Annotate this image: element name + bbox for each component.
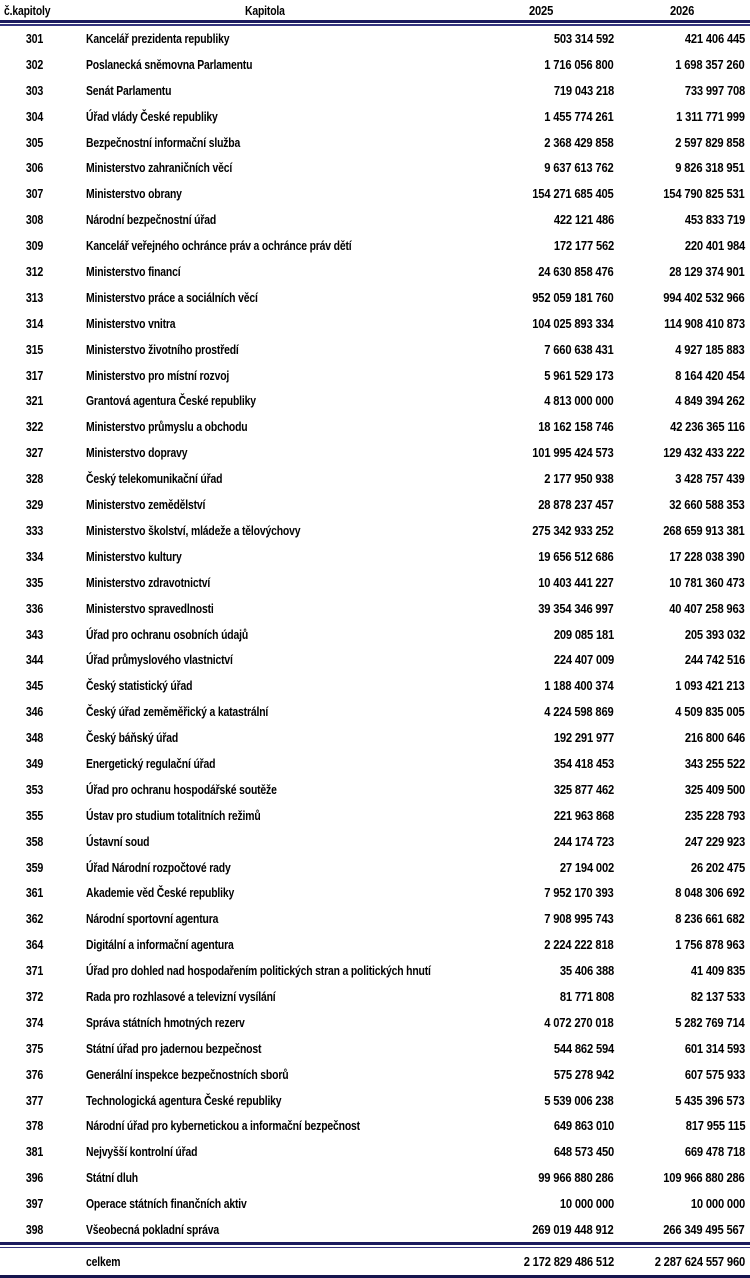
chapter-number-cell: 353 <box>26 781 44 797</box>
chapter-number-cell: 333 <box>26 522 44 538</box>
chapter-number-cell: 307 <box>26 186 44 202</box>
chapter-number-cell: 355 <box>26 807 44 823</box>
amount-2025-cell: 101 995 424 573 <box>532 445 614 461</box>
chapter-name-cell: Ústavní soud <box>86 833 150 849</box>
table-row <box>0 26 750 52</box>
chapter-name-cell: Ministerstvo pro místní rozvoj <box>86 367 230 383</box>
table-header-row <box>0 0 750 20</box>
amount-2025-cell: 275 342 933 252 <box>532 522 614 538</box>
chapter-number-cell: 375 <box>26 1040 44 1056</box>
total-2026-value: 2 287 624 557 960 <box>654 1254 745 1270</box>
chapter-number-cell: 302 <box>26 56 44 72</box>
amount-2026-cell: 266 349 495 567 <box>663 1221 745 1237</box>
amount-2026-cell: 1 698 357 260 <box>675 56 745 72</box>
amount-2026-cell: 1 311 771 999 <box>676 108 745 124</box>
table-row <box>0 802 750 828</box>
amount-2025-cell: 649 863 010 <box>553 1118 614 1134</box>
table-row <box>0 1061 750 1087</box>
chapter-number-cell: 303 <box>26 82 44 98</box>
chapter-name-cell: Úřad pro dohled nad hospodařením politických stran a politických hnutí <box>86 963 431 979</box>
amount-2026-cell: 216 800 646 <box>684 730 745 746</box>
chapter-name-cell: Ministerstvo financí <box>86 264 181 280</box>
amount-2026-cell: 10 781 360 473 <box>669 574 745 590</box>
chapter-number-cell: 321 <box>26 393 44 409</box>
table-row <box>0 932 750 958</box>
chapter-number-cell: 358 <box>26 833 44 849</box>
amount-2025-cell: 154 271 685 405 <box>532 186 614 202</box>
chapter-number-cell: 344 <box>26 652 44 668</box>
header-year-2025: 2025 <box>529 3 554 18</box>
amount-2025-cell: 4 224 598 869 <box>544 704 614 720</box>
chapter-name-cell: Český statistický úřad <box>86 678 193 694</box>
chapter-name-cell: Poslanecká sněmovna Parlamentu <box>86 56 253 72</box>
chapter-name-cell: Národní sportovní agentura <box>86 911 219 927</box>
amount-2025-cell: 5 539 006 238 <box>544 1092 614 1108</box>
amount-2025-cell: 2 224 222 818 <box>544 937 614 953</box>
amount-2026-cell: 4 927 185 883 <box>675 341 745 357</box>
amount-2026-cell: 268 659 913 381 <box>663 522 745 538</box>
chapter-number-cell: 377 <box>26 1092 44 1108</box>
table-row <box>0 233 750 259</box>
amount-2025-cell: 325 877 462 <box>553 781 614 797</box>
table-row <box>0 259 750 285</box>
amount-2026-cell: 5 435 396 573 <box>675 1092 745 1108</box>
chapter-number-cell: 364 <box>26 937 44 953</box>
amount-2025-cell: 1 188 400 374 <box>544 678 614 694</box>
amount-2025-cell: 2 177 950 938 <box>544 471 614 487</box>
table-row <box>0 647 750 673</box>
amount-2026-cell: 17 228 038 390 <box>669 548 745 564</box>
amount-2025-cell: 952 059 181 760 <box>532 289 614 305</box>
amount-2025-cell: 244 174 723 <box>553 833 614 849</box>
chapter-name-cell: Nejvyšší kontrolní úřad <box>86 1144 198 1160</box>
chapter-number-cell: 312 <box>26 264 44 280</box>
amount-2025-cell: 5 961 529 173 <box>544 367 614 383</box>
amount-2025-cell: 39 354 346 997 <box>538 600 614 616</box>
chapter-name-cell: Operace státních finančních aktiv <box>86 1196 247 1212</box>
header-chapter-number: č.kapitoly <box>4 3 51 18</box>
chapter-number-cell: 398 <box>26 1221 44 1237</box>
chapter-number-cell: 372 <box>26 988 44 1004</box>
table-row <box>0 362 750 388</box>
amount-2025-cell: 28 878 237 457 <box>538 497 614 513</box>
amount-2025-cell: 35 406 388 <box>559 963 614 979</box>
amount-2026-cell: 41 409 835 <box>690 963 745 979</box>
amount-2026-cell: 28 129 374 901 <box>669 264 745 280</box>
table-row <box>0 1165 750 1191</box>
amount-2025-cell: 1 455 774 261 <box>544 108 614 124</box>
chapter-name-cell: Kancelář veřejného ochránce práv a ochránce práv dětí <box>86 238 352 254</box>
chapter-number-cell: 301 <box>26 31 44 47</box>
amount-2026-cell: 994 402 532 966 <box>663 289 745 305</box>
table-row <box>0 181 750 207</box>
amount-2025-cell: 19 656 512 686 <box>538 548 614 564</box>
chapter-name-cell: Český úřad zeměměřický a katastrální <box>86 704 269 720</box>
amount-2025-cell: 7 952 170 393 <box>544 885 614 901</box>
chapter-name-cell: Generální inspekce bezpečnostních sborů <box>86 1066 289 1082</box>
chapter-number-cell: 304 <box>26 108 44 124</box>
amount-2025-cell: 81 771 808 <box>559 988 614 1004</box>
table-row <box>0 906 750 932</box>
chapter-number-cell: 309 <box>26 238 44 254</box>
chapter-name-cell: Ministerstvo zemědělství <box>86 497 206 513</box>
amount-2025-cell: 172 177 562 <box>553 238 614 254</box>
amount-2026-cell: 9 826 318 951 <box>675 160 745 176</box>
chapter-number-cell: 308 <box>26 212 44 228</box>
amount-2025-cell: 4 813 000 000 <box>544 393 614 409</box>
amount-2025-cell: 24 630 858 476 <box>538 264 614 280</box>
amount-2025-cell: 10 000 000 <box>559 1196 614 1212</box>
chapter-name-cell: Správa státních hmotných rezerv <box>86 1014 245 1030</box>
chapter-number-cell: 335 <box>26 574 44 590</box>
amount-2026-cell: 733 997 708 <box>684 82 745 98</box>
chapter-name-cell: Úřad Národní rozpočtové rady <box>86 859 231 875</box>
chapter-number-cell: 378 <box>26 1118 44 1134</box>
chapter-number-cell: 306 <box>26 160 44 176</box>
amount-2026-cell: 205 393 032 <box>684 626 745 642</box>
table-row <box>0 1217 750 1243</box>
chapter-name-cell: Český telekomunikační úřad <box>86 471 223 487</box>
amount-2026-cell: 343 255 522 <box>684 755 745 771</box>
chapter-name-cell: Úřad pro ochranu hospodářské soutěže <box>86 781 277 797</box>
table-row <box>0 543 750 569</box>
amount-2025-cell: 575 278 942 <box>553 1066 614 1082</box>
amount-2025-cell: 18 162 158 746 <box>538 419 614 435</box>
amount-2026-cell: 42 236 365 116 <box>670 419 745 435</box>
amount-2026-cell: 5 282 769 714 <box>675 1014 745 1030</box>
table-row <box>0 129 750 155</box>
chapter-name-cell: Senát Parlamentu <box>86 82 172 98</box>
amount-2025-cell: 99 966 880 286 <box>538 1170 614 1186</box>
chapter-name-cell: Akademie věd České republiky <box>86 885 235 901</box>
chapter-number-cell: 334 <box>26 548 44 564</box>
amount-2026-cell: 10 000 000 <box>690 1196 745 1212</box>
chapter-number-cell: 359 <box>26 859 44 875</box>
chapter-number-cell: 349 <box>26 755 44 771</box>
chapter-name-cell: Ministerstvo spravedlnosti <box>86 600 214 616</box>
chapter-name-cell: Bezpečnostní informační služba <box>86 134 241 150</box>
table-row <box>0 1009 750 1035</box>
amount-2026-cell: 32 660 588 353 <box>669 497 745 513</box>
amount-2025-cell: 9 637 613 762 <box>544 160 614 176</box>
amount-2026-cell: 154 790 825 531 <box>663 186 745 202</box>
chapter-number-cell: 348 <box>26 730 44 746</box>
chapter-number-cell: 315 <box>26 341 44 357</box>
table-row <box>0 518 750 544</box>
chapter-number-cell: 361 <box>26 885 44 901</box>
amount-2025-cell: 10 403 441 227 <box>538 574 614 590</box>
chapter-name-cell: Technologická agentura České republiky <box>86 1092 282 1108</box>
table-row <box>0 880 750 906</box>
chapter-number-cell: 396 <box>26 1170 44 1186</box>
amount-2026-cell: 247 229 923 <box>684 833 745 849</box>
table-row <box>0 673 750 699</box>
chapter-number-cell: 329 <box>26 497 44 513</box>
amount-2026-cell: 109 966 880 286 <box>663 1170 745 1186</box>
table-row <box>0 595 750 621</box>
header-chapter-name: Kapitola <box>244 3 285 18</box>
table-row <box>0 776 750 802</box>
amount-2026-cell: 325 409 500 <box>684 781 745 797</box>
amount-2026-cell: 1 093 421 213 <box>675 678 745 694</box>
total-row <box>0 1248 750 1275</box>
amount-2026-cell: 114 908 410 873 <box>664 315 745 331</box>
chapter-name-cell: Rada pro rozhlasové a televizní vysílání <box>86 988 276 1004</box>
chapter-number-cell: 336 <box>26 600 44 616</box>
total-label: celkem <box>86 1254 121 1270</box>
table-row <box>0 103 750 129</box>
amount-2025-cell: 1 716 056 800 <box>544 56 614 72</box>
amount-2026-cell: 40 407 258 963 <box>669 600 745 616</box>
amount-2025-cell: 224 407 009 <box>553 652 614 668</box>
amount-2026-cell: 4 849 394 262 <box>675 393 745 409</box>
table-row <box>0 51 750 77</box>
chapter-number-cell: 322 <box>26 419 44 435</box>
chapter-name-cell: Státní dluh <box>86 1170 138 1186</box>
table-row <box>0 77 750 103</box>
chapter-name-cell: Energetický regulační úřad <box>86 755 216 771</box>
amount-2025-cell: 192 291 977 <box>553 730 614 746</box>
chapter-number-cell: 305 <box>26 134 44 150</box>
amount-2026-cell: 4 509 835 005 <box>675 704 745 720</box>
chapter-name-cell: Ministerstvo školství, mládeže a tělovýchovy <box>86 522 301 538</box>
table-row <box>0 699 750 725</box>
amount-2026-cell: 8 236 661 682 <box>675 911 745 927</box>
table-row <box>0 310 750 336</box>
chapter-name-cell: Digitální a informační agentura <box>86 937 234 953</box>
table-row <box>0 207 750 233</box>
chapter-number-cell: 317 <box>26 367 44 383</box>
chapter-name-cell: Ministerstvo životního prostředí <box>86 341 239 357</box>
chapter-number-cell: 327 <box>26 445 44 461</box>
chapter-number-cell: 374 <box>26 1014 44 1030</box>
amount-2025-cell: 503 314 592 <box>553 31 614 47</box>
amount-2026-cell: 129 432 433 222 <box>663 445 745 461</box>
amount-2025-cell: 648 573 450 <box>553 1144 614 1160</box>
table-row <box>0 828 750 854</box>
table-row <box>0 388 750 414</box>
chapter-name-cell: Ministerstvo obrany <box>86 186 182 202</box>
table-row <box>0 958 750 984</box>
amount-2026-cell: 2 597 829 858 <box>675 134 745 150</box>
table-row <box>0 1113 750 1139</box>
amount-2026-cell: 235 228 793 <box>684 807 745 823</box>
table-row <box>0 621 750 647</box>
chapter-name-cell: Ministerstvo kultury <box>86 548 182 564</box>
amount-2026-cell: 453 833 719 <box>684 212 745 228</box>
amount-2025-cell: 719 043 218 <box>553 82 614 98</box>
chapter-number-cell: 346 <box>26 704 44 720</box>
total-2025-value: 2 172 829 486 512 <box>523 1254 614 1270</box>
chapter-name-cell: Ministerstvo zahraničních věcí <box>86 160 233 176</box>
chapter-number-cell: 314 <box>26 315 44 331</box>
chapter-name-cell: Ministerstvo práce a sociálních věcí <box>86 289 258 305</box>
chapter-number-cell: 381 <box>26 1144 44 1160</box>
chapter-name-cell: Všeobecná pokladní správa <box>86 1221 219 1237</box>
table-row <box>0 466 750 492</box>
amount-2026-cell: 607 575 933 <box>684 1066 745 1082</box>
chapter-number-cell: 397 <box>26 1196 44 1212</box>
table-row <box>0 1139 750 1165</box>
amount-2025-cell: 422 121 486 <box>553 212 614 228</box>
amount-2025-cell: 7 660 638 431 <box>544 341 614 357</box>
table-body <box>0 26 750 1243</box>
amount-2025-cell: 7 908 995 743 <box>544 911 614 927</box>
table-row <box>0 1087 750 1113</box>
amount-2025-cell: 354 418 453 <box>553 755 614 771</box>
table-row <box>0 440 750 466</box>
amount-2026-cell: 82 137 533 <box>690 988 745 1004</box>
chapter-number-cell: 371 <box>26 963 44 979</box>
amount-2025-cell: 209 085 181 <box>553 626 614 642</box>
amount-2026-cell: 601 314 593 <box>684 1040 745 1056</box>
amount-2026-cell: 3 428 757 439 <box>675 471 745 487</box>
amount-2025-cell: 27 194 002 <box>559 859 614 875</box>
chapter-number-cell: 343 <box>26 626 44 642</box>
amount-2025-cell: 2 368 429 858 <box>544 134 614 150</box>
amount-2025-cell: 544 862 594 <box>553 1040 614 1056</box>
chapter-name-cell: Ústav pro studium totalitních režimů <box>86 807 261 823</box>
amount-2026-cell: 26 202 475 <box>690 859 745 875</box>
chapter-number-cell: 362 <box>26 911 44 927</box>
amount-2026-cell: 220 401 984 <box>684 238 745 254</box>
amount-2026-cell: 244 742 516 <box>684 652 745 668</box>
chapter-number-cell: 376 <box>26 1066 44 1082</box>
amount-2026-cell: 8 164 420 454 <box>675 367 745 383</box>
chapter-name-cell: Úřad průmyslového vlastnictví <box>86 652 233 668</box>
chapter-name-cell: Ministerstvo vnitra <box>86 315 176 331</box>
table-row <box>0 725 750 751</box>
chapter-number-cell: 345 <box>26 678 44 694</box>
amount-2025-cell: 269 019 448 912 <box>532 1221 614 1237</box>
chapter-number-cell: 313 <box>26 289 44 305</box>
table-row <box>0 569 750 595</box>
amount-2026-cell: 1 756 878 963 <box>675 937 745 953</box>
chapter-number-cell: 328 <box>26 471 44 487</box>
table-row <box>0 1191 750 1217</box>
amount-2025-cell: 4 072 270 018 <box>544 1014 614 1030</box>
chapter-name-cell: Úřad pro ochranu osobních údajů <box>86 626 249 642</box>
chapter-name-cell: Národní úřad pro kybernetickou a informační bezpečnost <box>86 1118 360 1134</box>
table-row <box>0 984 750 1010</box>
chapter-name-cell: Národní bezpečnostní úřad <box>86 212 217 228</box>
amount-2025-cell: 221 963 868 <box>553 807 614 823</box>
chapter-name-cell: Ministerstvo průmyslu a obchodu <box>86 419 248 435</box>
table-row <box>0 751 750 777</box>
amount-2026-cell: 669 478 718 <box>684 1144 745 1160</box>
chapter-name-cell: Kancelář prezidenta republiky <box>86 31 230 47</box>
table-row <box>0 155 750 181</box>
amount-2026-cell: 817 955 115 <box>685 1118 745 1134</box>
chapter-name-cell: Grantová agentura České republiky <box>86 393 256 409</box>
amount-2025-cell: 104 025 893 334 <box>532 315 614 331</box>
header-year-2026: 2026 <box>669 3 695 18</box>
chapter-name-cell: Úřad vlády České republiky <box>86 108 218 124</box>
chapter-name-cell: Státní úřad pro jadernou bezpečnost <box>86 1040 262 1056</box>
chapter-name-cell: Ministerstvo zdravotnictví <box>86 574 211 590</box>
table-row <box>0 284 750 310</box>
table-row <box>0 414 750 440</box>
amount-2026-cell: 8 048 306 692 <box>675 885 745 901</box>
amount-2026-cell: 421 406 445 <box>684 31 745 47</box>
table-row <box>0 854 750 880</box>
table-row <box>0 1035 750 1061</box>
chapter-name-cell: Ministerstvo dopravy <box>86 445 188 461</box>
table-row <box>0 492 750 518</box>
chapter-name-cell: Český báňský úřad <box>86 730 179 746</box>
table-row <box>0 336 750 362</box>
